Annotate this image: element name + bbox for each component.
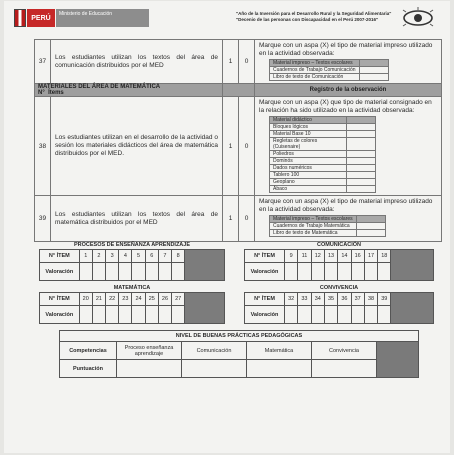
valuation-cell[interactable]	[378, 263, 391, 281]
item-number: 13	[324, 250, 337, 263]
valuation-cell[interactable]	[145, 263, 158, 281]
section-title: MATERIALES DEL ÁREA DE MATEMÁTICA N° Ítems	[35, 84, 223, 97]
item-number: 14	[338, 250, 351, 263]
coat-of-arms-icon	[14, 9, 26, 27]
valuation-cell[interactable]	[324, 263, 337, 281]
item-number: 6	[145, 250, 158, 263]
summary-conv	[244, 284, 434, 324]
summary-title: MATEMÁTICA	[113, 285, 151, 291]
item-number: 20	[79, 293, 92, 306]
item-number: 26	[158, 293, 171, 306]
valuation-cell[interactable]	[378, 306, 391, 324]
checklist-item: Dominós	[270, 158, 347, 165]
summary-title: PROCESOS DE ENSEÑANZA APRENDIZAJE	[73, 242, 191, 248]
item-number: 32	[284, 293, 297, 306]
item-number: 2	[92, 250, 105, 263]
score-1: 1	[223, 97, 239, 196]
valuation-cell[interactable]	[324, 306, 337, 324]
valuation-cell[interactable]	[119, 306, 132, 324]
valuation-cell[interactable]	[351, 306, 364, 324]
score-cell[interactable]	[312, 360, 377, 378]
valuation-cell[interactable]	[298, 263, 311, 281]
summary-title: COMUNICACIÓN	[317, 242, 361, 248]
checklist-header: Material didáctico	[270, 117, 347, 124]
valuation-cell[interactable]	[364, 306, 377, 324]
document-page	[4, 1, 450, 453]
indicator-text: Los estudiantes utilizan en el desarrollo de la actividad o sesión los materiales didácticos del área de matemática distribuidos por el MED.	[51, 97, 223, 196]
valuation-cell[interactable]	[92, 306, 105, 324]
checklist-item: Dados numéricos	[270, 165, 347, 172]
valuation-cell[interactable]	[106, 306, 119, 324]
item-number: 22	[106, 293, 119, 306]
checklist-item: Libro de texto de Matemática	[270, 230, 357, 237]
score-cell[interactable]	[117, 360, 182, 378]
section-observation-title: Registro de la observación	[255, 84, 442, 97]
checkbox[interactable]	[347, 117, 376, 124]
item-number: 1	[79, 250, 92, 263]
table-row	[35, 40, 442, 84]
valuation-cell[interactable]	[145, 306, 158, 324]
indicator-text: Los estudiantes utilizan los textos del área de matemática distribuidos por el MED	[51, 196, 223, 242]
valuation-cell[interactable]	[172, 263, 185, 281]
valuation-label: Valoración	[40, 306, 80, 324]
year-motto-line2: "Decenio de las personas con Discapacidad en el Perú 2007-2016"	[236, 17, 379, 22]
valuation-label: Valoración	[245, 306, 285, 324]
checklist-item: Bloques lógicos	[270, 124, 347, 131]
material-checklist	[269, 59, 389, 81]
valuation-cell[interactable]	[338, 263, 351, 281]
competency-col: Proceso enseñanza aprendizaje	[117, 342, 182, 360]
valuation-cell[interactable]	[311, 306, 324, 324]
checkbox[interactable]	[356, 223, 385, 230]
item-number: 7	[158, 250, 171, 263]
checkbox[interactable]	[356, 230, 385, 237]
score-1: 1	[223, 196, 239, 242]
checkbox[interactable]	[347, 186, 376, 193]
table-row	[35, 196, 442, 242]
checkbox[interactable]	[347, 172, 376, 179]
item-number: 33	[298, 293, 311, 306]
checklist-item: Geoplano	[270, 179, 347, 186]
checklist-item: Regletas de colores (Cuisenaire)	[270, 138, 347, 151]
checkbox[interactable]	[359, 74, 388, 81]
checkbox[interactable]	[347, 165, 376, 172]
valuation-cell[interactable]	[338, 306, 351, 324]
valuation-label: Valoración	[245, 263, 285, 281]
checklist-item: Ábaco	[270, 186, 347, 193]
valuation-cell[interactable]	[364, 263, 377, 281]
indicator-text: Los estudiantes utilizan los textos del área de comunicación distribuidos por el MED	[51, 40, 223, 84]
item-number: 4	[119, 250, 132, 263]
material-checklist	[269, 215, 386, 237]
item-number: 9	[284, 250, 297, 263]
valuation-cell[interactable]	[351, 263, 364, 281]
item-number: 3	[106, 250, 119, 263]
item-number: 37	[351, 293, 364, 306]
checklist-header: Material impreso – Textos escolares	[270, 60, 360, 67]
item-number: 27	[172, 293, 185, 306]
checklist-item: Material Base 10	[270, 131, 347, 138]
total-cell	[185, 250, 225, 281]
item-number: 23	[119, 293, 132, 306]
item-label: N° ÍTEM	[245, 250, 285, 263]
valuation-cell[interactable]	[284, 306, 297, 324]
ministry-name: Ministerio de Educación	[56, 9, 149, 27]
checkbox[interactable]	[347, 151, 376, 158]
score-label: Puntuación	[60, 360, 117, 378]
valuation-cell[interactable]	[311, 263, 324, 281]
summary-com	[244, 241, 434, 281]
valuation-cell[interactable]	[298, 306, 311, 324]
valuation-cell[interactable]	[172, 306, 185, 324]
competency-col: Comunicación	[182, 342, 247, 360]
year-motto	[236, 11, 411, 23]
observation-cell	[255, 196, 442, 242]
item-label: N° ÍTEM	[40, 250, 80, 263]
score-0: 0	[239, 97, 255, 196]
ministry-logo	[14, 9, 149, 27]
observation-cell	[255, 97, 442, 196]
valuation-cell[interactable]	[106, 263, 119, 281]
total-cell	[185, 293, 225, 324]
item-number: 35	[324, 293, 337, 306]
material-checklist	[269, 116, 376, 193]
item-number: 34	[311, 293, 324, 306]
item-number: 18	[378, 250, 391, 263]
checklist-header: Material impreso – Textos escolares	[270, 216, 357, 223]
item-number: 12	[311, 250, 324, 263]
valuation-label: Valoración	[40, 263, 80, 281]
checkbox[interactable]	[347, 124, 376, 131]
checklist-item: Tablero 100	[270, 172, 347, 179]
item-number: 25	[145, 293, 158, 306]
observation-table	[34, 39, 442, 242]
summary-pea	[39, 241, 225, 281]
checkbox[interactable]	[359, 60, 388, 67]
item-number: 38	[364, 293, 377, 306]
best-practices-table	[59, 330, 419, 378]
checkbox[interactable]	[347, 138, 376, 151]
observation-cell	[255, 40, 442, 84]
valuation-cell[interactable]	[158, 263, 171, 281]
observation-question: Marque con un aspa (X) el tipo de material impreso utilizado en la actividad observada:	[259, 42, 433, 57]
valuation-cell[interactable]	[132, 263, 145, 281]
item-label: N° ÍTEM	[40, 293, 80, 306]
checklist-item: Poliedros	[270, 151, 347, 158]
summary-mat	[39, 284, 225, 324]
score-cell[interactable]	[247, 360, 312, 378]
item-number: 5	[132, 250, 145, 263]
item-number: 11	[298, 250, 311, 263]
competencies-label: Competencias	[60, 342, 117, 360]
valuation-cell[interactable]	[79, 263, 92, 281]
valuation-cell[interactable]	[119, 263, 132, 281]
item-number: 16	[351, 250, 364, 263]
valuation-cell[interactable]	[79, 306, 92, 324]
item-number: 39	[378, 293, 391, 306]
row-number: 38	[35, 97, 51, 196]
valuation-cell[interactable]	[284, 263, 297, 281]
valuation-cell[interactable]	[132, 306, 145, 324]
checkbox[interactable]	[356, 216, 385, 223]
score-1: 1	[223, 40, 239, 84]
observation-question: Marque con un aspa (X) que tipo de material consignado en la relación ha sido utilizado en la actividad observada:	[259, 99, 432, 114]
total-cell	[391, 293, 434, 324]
checkbox[interactable]	[347, 179, 376, 186]
item-number: 17	[364, 250, 377, 263]
score-cell[interactable]	[182, 360, 247, 378]
section-header-row	[35, 84, 442, 97]
total-cell	[377, 342, 419, 378]
year-motto-line1: "Año de la Inversión para el Desarrollo Rural y la Seguridad Alimentaria"	[236, 11, 392, 16]
total-cell	[391, 250, 434, 281]
competency-col: Convivencia	[312, 342, 377, 360]
inclusion-eye-icon	[399, 7, 437, 29]
checkbox[interactable]	[347, 158, 376, 165]
row-number: 39	[35, 196, 51, 242]
checklist-item: Cuadernos de Trabajo Matemática	[270, 223, 357, 230]
item-number: 24	[132, 293, 145, 306]
score-0: 0	[239, 196, 255, 242]
row-number: 37	[35, 40, 51, 84]
item-number: 21	[92, 293, 105, 306]
score-0: 0	[239, 40, 255, 84]
item-number: 36	[338, 293, 351, 306]
valuation-cell[interactable]	[92, 263, 105, 281]
peru-logo-text: PERÚ	[27, 9, 55, 27]
table-row	[35, 97, 442, 196]
checkbox[interactable]	[359, 67, 388, 74]
observation-question: Marque con un aspa (X) el tipo de material impreso utilizado en la actividad observada:	[259, 198, 433, 213]
best-practices-title: NIVEL DE BUENAS PRÁCTICAS PEDAGÓGICAS	[60, 331, 419, 342]
item-label: N° ÍTEM	[245, 293, 285, 306]
checkbox[interactable]	[347, 131, 376, 138]
valuation-cell[interactable]	[158, 306, 171, 324]
checklist-item: Cuadernos de Trabajo Comunicación	[270, 67, 360, 74]
competency-col: Matemática	[247, 342, 312, 360]
checklist-item: Libro de texto de Comunicación	[270, 74, 360, 81]
item-number: 8	[172, 250, 185, 263]
summary-title: CONVIVENCIA	[319, 285, 359, 291]
